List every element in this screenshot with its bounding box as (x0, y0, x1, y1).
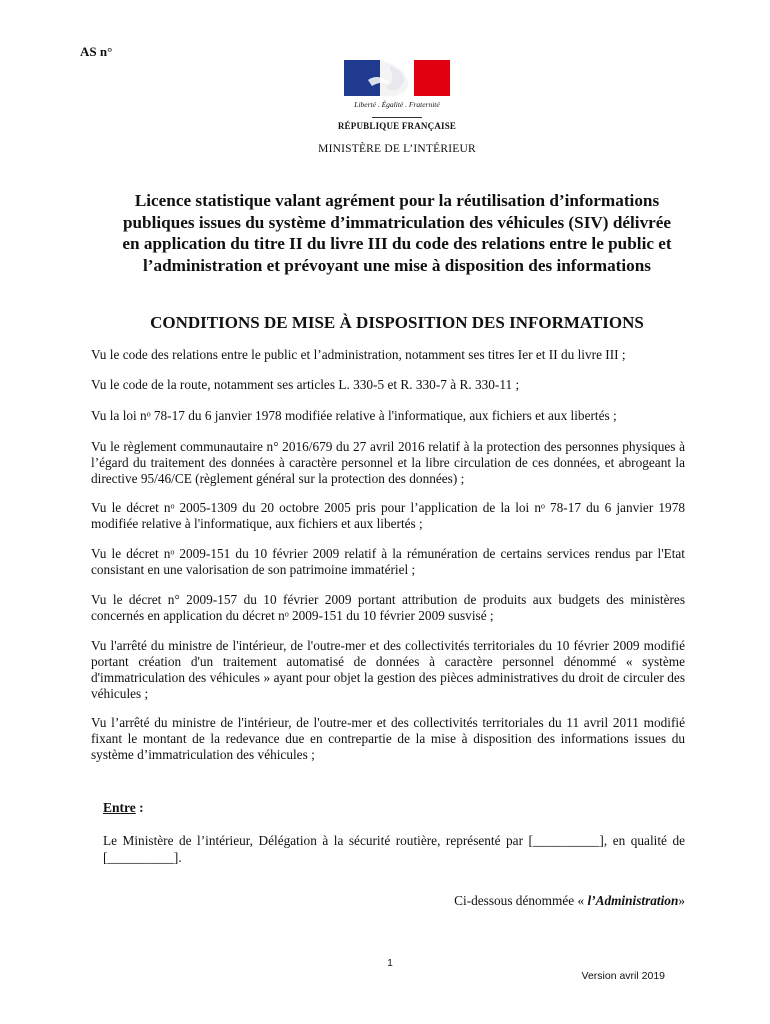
logo-divider (372, 117, 422, 118)
reference-number: AS n° (80, 44, 113, 59)
considerant-paragraph (91, 500, 685, 532)
title-line: Licence statistique valant agrément pour la réutilisation d’informations (134, 191, 660, 210)
considerant-paragraph (91, 638, 685, 702)
considerant-paragraph (91, 546, 685, 578)
paragraph-text: Vu le code de la route, notamment ses articles L. 330-5 et R. 330-7 à R. 330-11 ; (91, 377, 520, 392)
paragraph-text: Vu l'arrêté du ministre de l'intérieur, de l'outre-mer et des collectivités territoriales du 10 février 2009 modifié portant création d'un traitement automatisé de données à caractère personnel dénommé « système d'immatriculation des véhicules » ayant pour objet la gestion des pièces administratives du droit de circuler des véhicules ; (91, 638, 685, 701)
ministry-name: MINISTÈRE DE L’INTÉRIEUR (318, 143, 476, 155)
parties-heading-colon: : (135, 800, 144, 815)
title-line: publiques issues du système d’immatriculation des véhicules (SIV) délivrée (122, 212, 672, 232)
designation-prefix: Ci-dessous dénommée « (454, 893, 588, 908)
paragraph-text: Vu le décret nᵒ 2009-151 du 10 février 2009 relatif à la rémunération de certains services rendus par l'Etat consistant en une valorisation de son patrimoine immatériel ; (91, 546, 685, 577)
page-number: 1 (387, 958, 393, 969)
republic-motto: Liberté . Égalité . Fraternité (354, 100, 440, 109)
designation-name: l’Administration (587, 893, 679, 908)
parties-heading (103, 800, 144, 816)
considerant-paragraph (91, 715, 685, 763)
parties-heading-label: Entre (103, 800, 136, 815)
title-line: l’administration et prévoyant une mise à disposition des informations (142, 255, 651, 275)
considerant-paragraph (91, 592, 685, 624)
considerant-paragraph (91, 377, 685, 393)
version-label: Version avril 2019 (581, 970, 665, 982)
paragraph-text: Vu l’arrêté du ministre de l'intérieur, de l'outre-mer et des collectivités territoriales du 11 avril 2011 modifié fixant le montant de la redevance due en contrepartie de la mise à disposition des informations issues du système d’immatriculation des véhicules ; (91, 715, 685, 762)
paragraph-text: Vu le décret n° 2009-157 du 10 février 2009 portant attribution de produits aux budgets des ministères concernés en application du décret nᵒ 2009-151 du 10 février 2009 susvisé ; (91, 592, 685, 623)
considerant-paragraph (91, 408, 685, 424)
designation-line (454, 893, 685, 909)
title-line: en application du titre II du livre III du code des relations entre le public et (122, 234, 672, 253)
designation-suffix: » (678, 893, 685, 908)
paragraph-text: Vu le règlement communautaire n° 2016/679 du 27 avril 2016 relatif à la protection des personnes physiques à l’égard du traitement des données à caractère personnel et la libre circulation de ces données, et abrogeant la directive 95/46/CE (règlement général sur la protection des données) ; (91, 439, 685, 486)
paragraph-text: Vu la loi nᵒ 78-17 du 6 janvier 1978 modifiée relative à l'informatique, aux fichiers et aux libertés ; (91, 408, 617, 423)
republic-name: RÉPUBLIQUE FRANÇAISE (337, 121, 457, 131)
paragraph-text: Vu le code des relations entre le public et l’administration, notamment ses titres Ier et II du livre III ; (91, 347, 626, 362)
parties-paragraph: Le Ministère de l’intérieur, Délégation à la sécurité routière, représenté par [__________], en qualité de [__________]. (103, 833, 685, 865)
considerant-paragraph (91, 439, 685, 487)
considerant-paragraph (91, 347, 685, 363)
paragraph-text: Vu le décret nᵒ 2005-1309 du 20 octobre 2005 pris pour l’application de la loi nᵒ 78-17 du 6 janvier 1978 modifiée relative à l'informatique, aux fichiers et aux libertés ; (91, 500, 685, 531)
section-heading: CONDITIONS DE MISE À DISPOSITION DES INFORMATIONS (150, 313, 644, 332)
document-title (84, 190, 710, 276)
